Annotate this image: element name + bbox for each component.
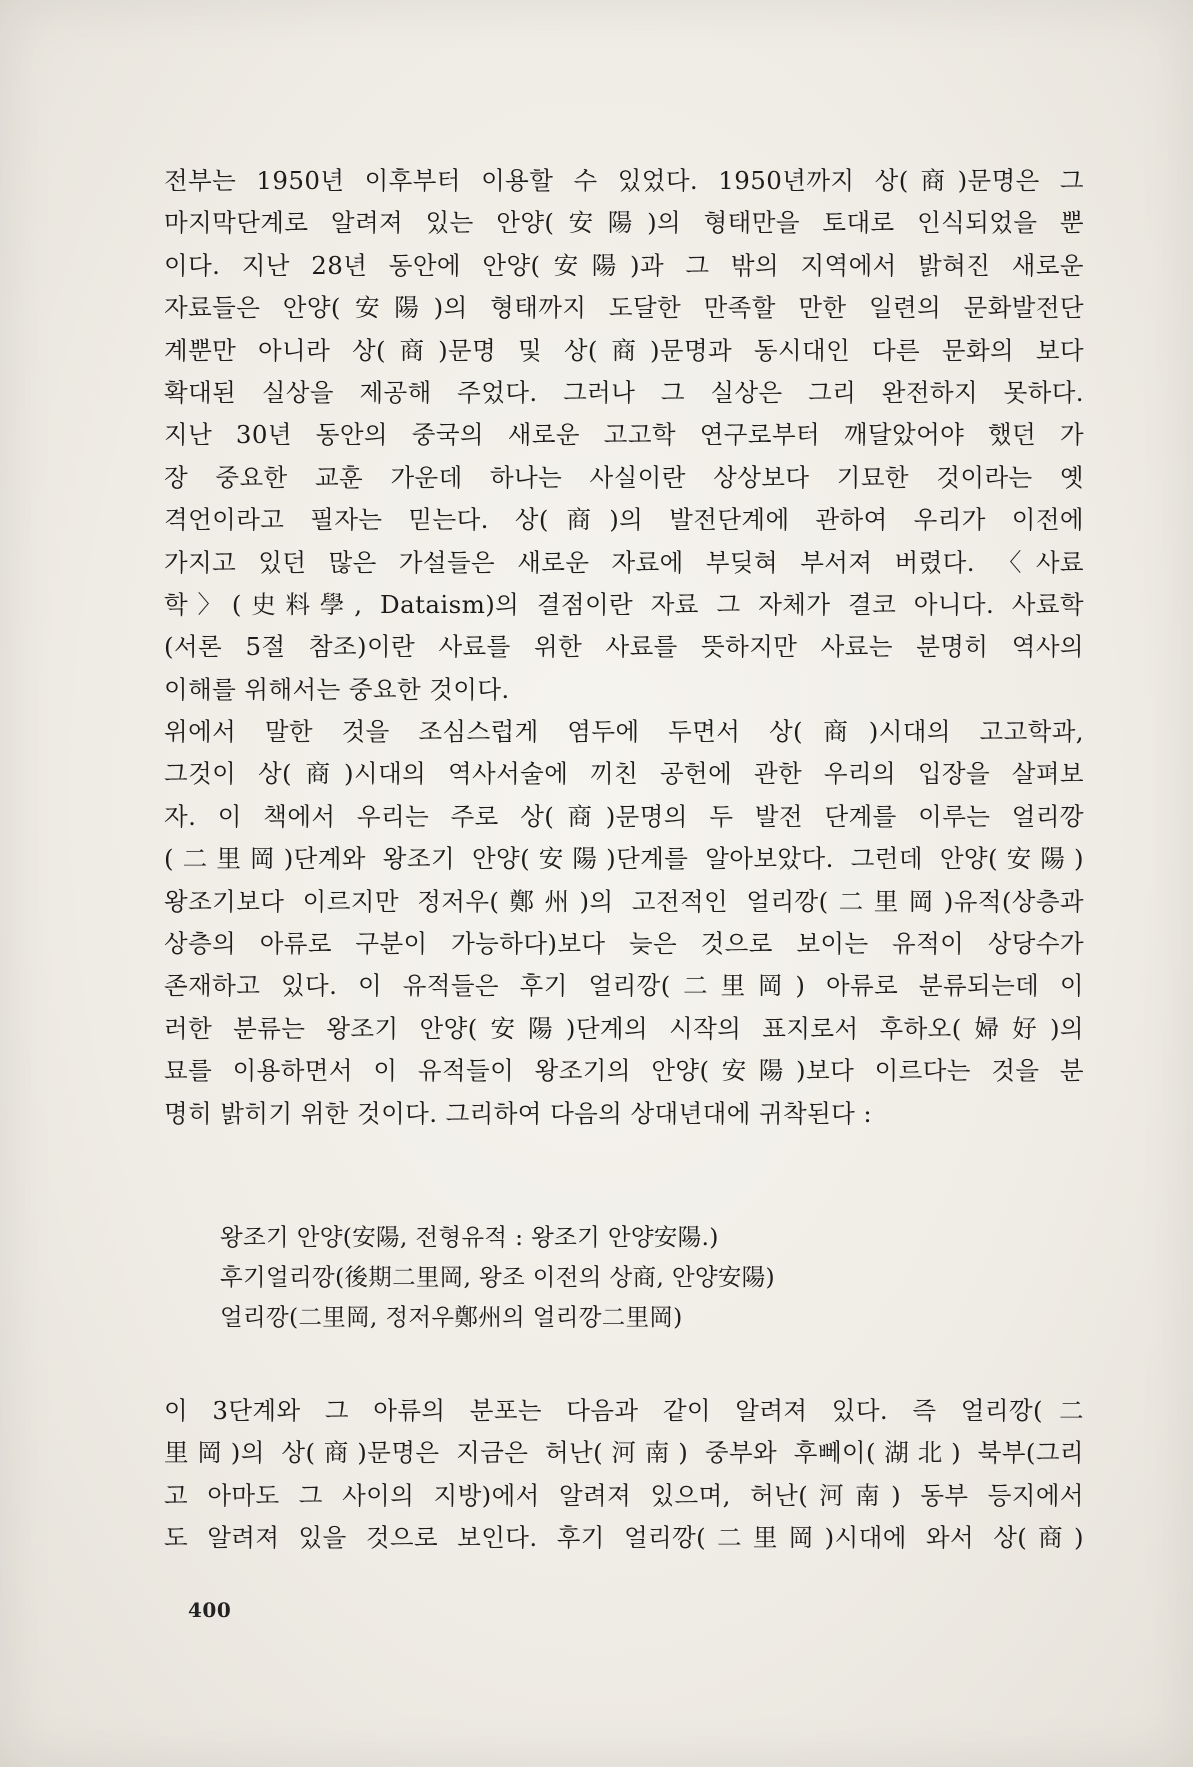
text-line: (二里岡)단계와 왕조기 안양(安陽)단계를 알아보았다. 그런데 안양(安陽) bbox=[164, 844, 1084, 874]
text-line: 격언이라고 필자는 믿는다. 상(商)의 발전단계에 관하여 우리가 이전에 bbox=[164, 505, 1084, 535]
text-line: 계뿐만 아니라 상(商)문명 및 상(商)문명과 동시대인 다른 문화의 보다 bbox=[164, 335, 1084, 365]
sequence-item: 후기얼리깡(後期二里岡, 왕조 이전의 상商, 안양安陽) bbox=[220, 1263, 775, 1291]
text-line: 존재하고 있다. 이 유적들은 후기 얼리깡(二里岡) 아류로 분류되는데 이 bbox=[164, 971, 1084, 1001]
text-line: 묘를 이용하면서 이 유적들이 왕조기의 안양(安陽)보다 이르다는 것을 분 bbox=[164, 1056, 1084, 1086]
paragraph-block-3 bbox=[164, 1390, 1084, 1560]
paragraph-block-1 bbox=[164, 160, 1084, 1135]
sequence-item: 얼리깡(二里岡, 정저우鄭州의 얼리깡二里岡) bbox=[220, 1303, 683, 1331]
text-line: 이해를 위해서는 중요한 것이다. bbox=[164, 674, 510, 704]
text-line: 러한 분류는 왕조기 안양(安陽)단계의 시작의 표지로서 후하오(婦好)의 bbox=[164, 1013, 1084, 1043]
sequence-item: 왕조기 안양(安陽, 전형유적 : 왕조기 안양安陽.) bbox=[220, 1223, 719, 1251]
text-line: 상층의 아류로 구분이 가능하다)보다 늦은 것으로 보이는 유적이 상당수가 bbox=[164, 929, 1084, 959]
text-line: 학〉(史料學, Dataism)의 결점이란 자료 그 자체가 결코 아니다. 사료학 bbox=[164, 589, 1084, 619]
text-line: 이 3단계와 그 아류의 분포는 다음과 같이 알려져 있다. 즉 얼리깡(二 bbox=[164, 1396, 1084, 1425]
text-line: 전부는 1950년 이후부터 이용할 수 있었다. 1950년까지 상(商)문명은 그 bbox=[164, 166, 1084, 195]
chronology-sequence bbox=[220, 1217, 1020, 1337]
text-line: 그것이 상(商)시대의 역사서술에 끼친 공헌에 관한 우리의 입장을 살펴보 bbox=[164, 759, 1084, 789]
text-line: 자. 이 책에서 우리는 주로 상(商)문명의 두 발전 단계를 이루는 얼리깡 bbox=[164, 801, 1084, 831]
page-number: 400 bbox=[188, 1598, 232, 1622]
text-line: 왕조기보다 이르지만 정저우(鄭州)의 고전적인 얼리깡(二里岡)유적(상층과 bbox=[164, 886, 1084, 916]
text-line: 자료들은 안양(安陽)의 형태까지 도달한 만족할 만한 일련의 문화발전단 bbox=[164, 293, 1084, 323]
text-line: 里岡)의 상(商)문명은 지금은 허난(河南) 중부와 후뻬이(湖北) 북부(그리 bbox=[164, 1438, 1084, 1468]
text-line: 확대된 실상을 제공해 주었다. 그러나 그 실상은 그리 완전하지 못하다. bbox=[164, 377, 1084, 407]
text-line: 위에서 말한 것을 조심스럽게 염두에 두면서 상(商)시대의 고고학과, bbox=[164, 717, 1084, 747]
text-line: 가지고 있던 많은 가설들은 새로운 자료에 부딪혀 부서져 버렸다. 〈사료 bbox=[164, 547, 1084, 577]
text-line: 장 중요한 교훈 가운데 하나는 사실이란 상상보다 기묘한 것이라는 옛 bbox=[164, 462, 1084, 492]
text-line: 고 아마도 그 사이의 지방)에서 알려져 있으며, 허난(河南) 동부 등지에서 bbox=[164, 1480, 1084, 1510]
text-line: 명히 밝히기 위한 것이다. 그리하여 다음의 상대년대에 귀착된다 : bbox=[164, 1098, 873, 1128]
text-line: 이다. 지난 28년 동안에 안양(安陽)과 그 밖의 지역에서 밝혀진 새로운 bbox=[164, 250, 1084, 280]
text-line: 도 알려져 있을 것으로 보인다. 후기 얼리깡(二里岡)시대에 와서 상(商) bbox=[164, 1523, 1084, 1553]
text-line: 마지막단계로 알려져 있는 안양(安陽)의 형태만을 토대로 인식되었을 뿐 bbox=[164, 208, 1084, 238]
text-line: 지난 30년 동안의 중국의 새로운 고고학 연구로부터 깨달았어야 했던 가 bbox=[164, 420, 1084, 450]
text-line: (서론 5절 참조)이란 사료를 위한 사료를 뜻하지만 사료는 분명히 역사의 bbox=[164, 632, 1084, 662]
